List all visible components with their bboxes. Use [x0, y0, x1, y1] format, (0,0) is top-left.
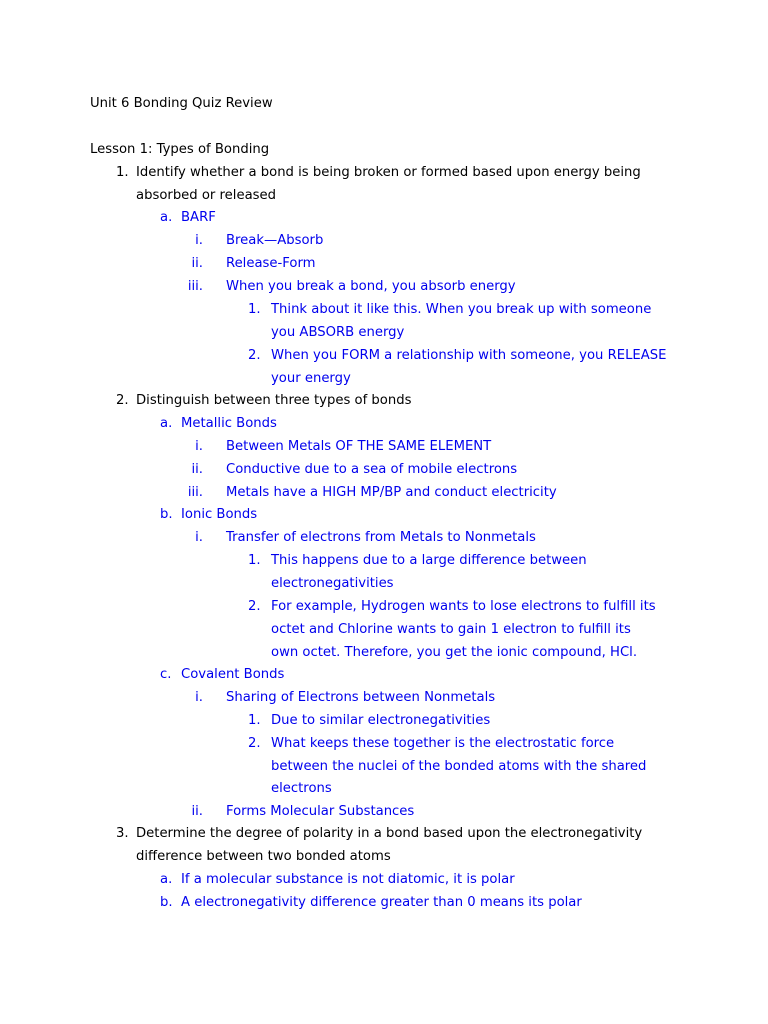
detail-marker: 1.: [248, 302, 261, 317]
detail-text: electrons: [271, 781, 332, 796]
sub-answer-text: Release-Form: [226, 256, 316, 271]
sub-answer-marker: i.: [195, 530, 203, 545]
detail-marker: 2.: [248, 348, 261, 363]
answer-marker: a.: [160, 872, 173, 887]
detail-text: What keeps these together is the electrostatic force: [271, 736, 615, 751]
lesson-heading: Lesson 1: Types of Bonding: [90, 142, 270, 157]
answer-marker: b.: [160, 507, 173, 522]
question-text: Distinguish between three types of bonds: [136, 393, 412, 408]
detail-marker: 1.: [248, 553, 261, 568]
sub-answer-marker: ii.: [191, 462, 203, 477]
detail-text: electronegativities: [271, 576, 394, 591]
question-text: Identify whether a bond is being broken or formed based upon energy being: [136, 165, 641, 180]
question-text: absorbed or released: [136, 188, 277, 203]
answer-marker: a.: [160, 416, 173, 431]
question-number: 3.: [116, 826, 129, 841]
detail-text: This happens due to a large difference between: [271, 553, 587, 568]
question-number: 1.: [116, 165, 129, 180]
detail-marker: 2.: [248, 736, 261, 751]
detail-marker: 2.: [248, 599, 261, 614]
detail-text: own octet. Therefore, you get the ionic compound, HCl.: [271, 645, 638, 660]
answer-text: A electronegativity difference greater than 0 means its polar: [181, 895, 582, 910]
sub-answer-marker: i.: [195, 439, 203, 454]
document-title: Unit 6 Bonding Quiz Review: [90, 96, 273, 111]
question-text: Determine the degree of polarity in a bond based upon the electronegativity: [136, 826, 643, 841]
sub-answer-marker: i.: [195, 690, 203, 705]
answer-marker: a.: [160, 210, 173, 225]
detail-text: you ABSORB energy: [271, 325, 405, 340]
detail-marker: 1.: [248, 713, 261, 728]
sub-answer-text: Transfer of electrons from Metals to Nonmetals: [226, 530, 536, 545]
sub-answer-marker: iii.: [187, 485, 203, 500]
sub-answer-marker: ii.: [191, 804, 203, 819]
detail-text: between the nuclei of the bonded atoms with the shared: [271, 759, 647, 774]
sub-answer-marker: iii.: [187, 279, 203, 294]
sub-answer-marker: ii.: [191, 256, 203, 271]
sub-answer-text: Break—Absorb: [226, 233, 324, 248]
sub-answer-text: When you break a bond, you absorb energy: [226, 279, 516, 294]
answer-text: Covalent Bonds: [181, 667, 285, 682]
detail-text: For example, Hydrogen wants to lose electrons to fulfill its: [271, 599, 656, 614]
answer-marker: c.: [160, 667, 172, 682]
answer-marker: b.: [160, 895, 173, 910]
answer-text: BARF: [181, 210, 216, 225]
detail-text: your energy: [271, 371, 351, 386]
sub-answer-text: Conductive due to a sea of mobile electrons: [226, 462, 518, 477]
detail-text: Think about it like this. When you break up with someone: [271, 302, 652, 317]
question-text: difference between two bonded atoms: [136, 849, 391, 864]
sub-answer-text: Forms Molecular Substances: [226, 804, 415, 819]
sub-answer-text: Between Metals OF THE SAME ELEMENT: [226, 439, 492, 454]
detail-text: Due to similar electronegativities: [271, 713, 491, 728]
sub-answer-text: Sharing of Electrons between Nonmetals: [226, 690, 496, 705]
sub-answer-text: Metals have a HIGH MP/BP and conduct electricity: [226, 485, 557, 500]
answer-text: If a molecular substance is not diatomic, it is polar: [181, 872, 515, 887]
detail-text: octet and Chlorine wants to gain 1 electron to fulfill its: [271, 622, 631, 637]
answer-text: Metallic Bonds: [181, 416, 277, 431]
answer-text: Ionic Bonds: [181, 507, 258, 522]
sub-answer-marker: i.: [195, 233, 203, 248]
detail-text: When you FORM a relationship with someone, you RELEASE: [271, 348, 667, 363]
question-number: 2.: [116, 393, 129, 408]
